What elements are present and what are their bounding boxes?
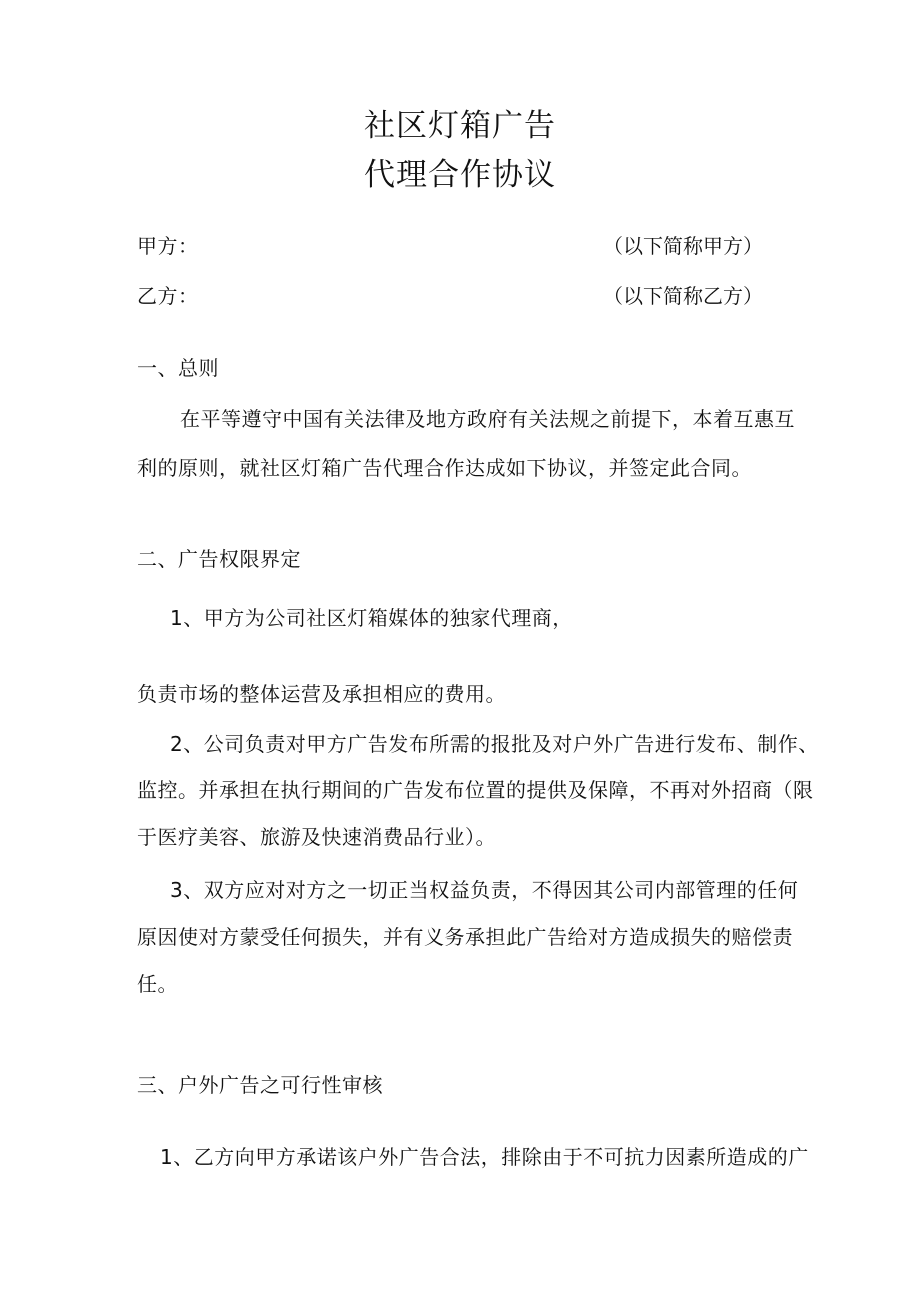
section2-item2-line2: 监控。并承担在执行期间的广告发布位置的提供及保障，不再对外招商（限 bbox=[137, 778, 814, 802]
section1-paragraph-line2: 利的原则，就社区灯箱广告代理合作达成如下协议，并签定此合同。 bbox=[137, 456, 752, 480]
section2-item3-line2: 原因使对方蒙受任何损失，并有义务承担此广告给对方造成损失的赔偿责 bbox=[137, 925, 793, 949]
party-a-note: （以下简称甲方） bbox=[603, 234, 763, 258]
party-a-label: 甲方： bbox=[137, 234, 199, 258]
section3-heading: 三、户外广告之可行性审核 bbox=[137, 1073, 383, 1097]
section2-item3-line3: 任。 bbox=[137, 972, 178, 996]
section1-heading: 一、总则 bbox=[137, 356, 219, 380]
section2-item2-line3: 于医疗美容、旅游及快速消费品行业）。 bbox=[137, 825, 496, 849]
section2-heading: 二、广告权限界定 bbox=[137, 547, 301, 571]
section3-item1-line1: 1、乙方向甲方承诺该户外广告合法，排除由于不可抗力因素所造成的广 bbox=[160, 1145, 809, 1169]
party-b-label: 乙方： bbox=[137, 284, 199, 308]
section2-item1-line1: 1、甲方为公司社区灯箱媒体的独家代理商， bbox=[170, 606, 573, 630]
document-title-line2: 代理合作协议 bbox=[364, 157, 556, 193]
party-b-note: （以下简称乙方） bbox=[603, 284, 763, 308]
section2-item2-line1: 2、公司负责对甲方广告发布所需的报批及对户外广告进行发布、制作、 bbox=[170, 732, 819, 756]
section2-item3-line1: 3、双方应对对方之一切正当权益负责，不得因其公司内部管理的任何 bbox=[170, 878, 799, 902]
section1-paragraph-line1: 在平等遵守中国有关法律及地方政府有关法规之前提下，本着互惠互 bbox=[180, 407, 795, 431]
section2-item1-line2: 负责市场的整体运营及承担相应的费用。 bbox=[137, 682, 506, 706]
document-title-line1: 社区灯箱广告 bbox=[364, 108, 556, 144]
